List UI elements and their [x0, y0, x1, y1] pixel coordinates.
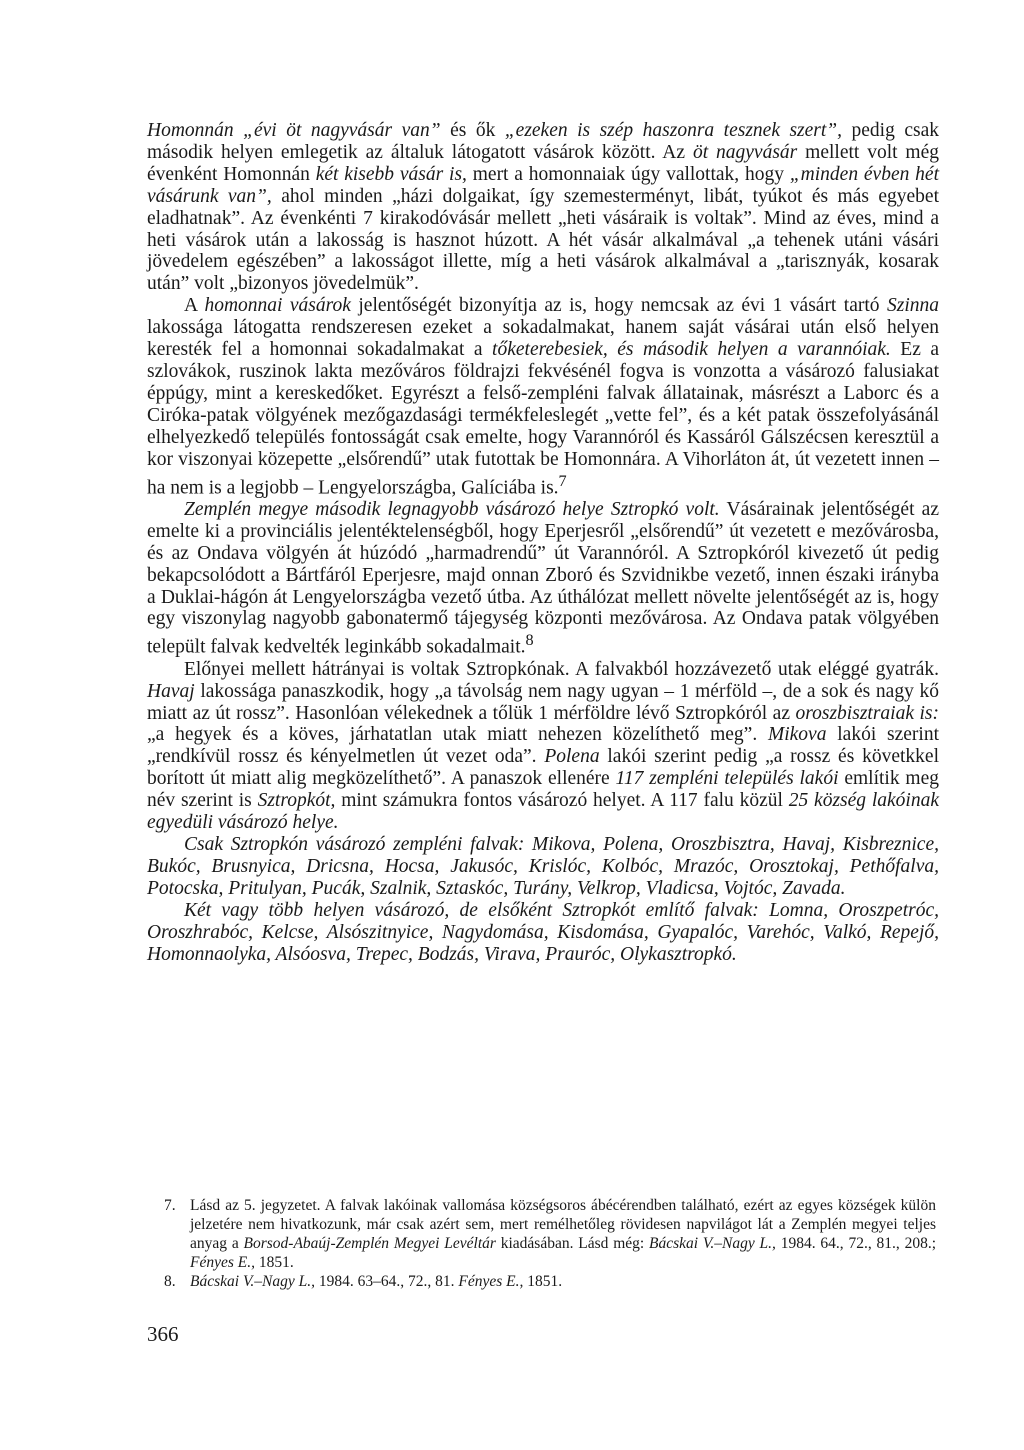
italic-run: Fényes E.,	[190, 1254, 255, 1271]
italic-run: két kisebb vásár is,	[315, 163, 467, 185]
footnotes	[164, 1196, 936, 1291]
text-run: Lásd az 5. jegyzetet. A falvak lakóinak vallomása községsoros ábécérendben található, ezért az egyes községek külön jelzetére nem hivatkozunk, már csak azért sem, mert remélhetőleg rövidesen napvilágot lát a Zemplén megyei teljes anyag a	[190, 1197, 936, 1252]
italic-run: Havaj	[147, 680, 195, 702]
italic-run: Zemplén megye második legnagyobb vásározó helye Sztropkó volt.	[184, 498, 720, 520]
paragraph	[147, 295, 939, 499]
italic-run: Szinna	[886, 295, 939, 317]
text-run: jelentőségét bizonyítja az is, hogy nemcsak az évi 1 vásárt tartó	[350, 295, 887, 317]
text-run: mellett volt még évenként Homonnán	[147, 141, 940, 185]
text-run: és ők	[440, 120, 505, 141]
italic-run: oroszbisztraiak is:	[795, 702, 940, 724]
text-run: 1851.	[254, 1254, 294, 1271]
text-run: lakossága látogatta rendszeresen ezeket a sokadalmakat, hanem saját vásárai után első helyen keresték fel a homonnai sokadalmakat a	[147, 317, 939, 361]
text-run: lakossága panaszkodik, hogy „a távolság nem nagy ugyan – 1 mérföld –, de a sok és nagy kő miatt az út rossz”. Hasonlóan vélekednek a tőlük 1 mérföldre lévő Sztropkóról az	[147, 680, 939, 724]
text-run: Vásárainak jelentőségét az emelte ki a provinciális jelentéktelenségből, hogy Eperjesről „elsőrendű” út vezetett e mezővárosba, és az Ondava völgyén át húzódó „harmadrendű” út Varannóról. A Sztropkóról kivezető út pedig bekapcsolódott a Bártfáról Eperjesre, majd onnan Zboró és Szvidnikbe vezető, innen északi irányba a Duklai-hágón át Lengyelországba vezető útba. Az úthálózat mellett növelte jelentőségét az is, hogy egy viszonylag nagyobb gabonatermő tájegység központi mezővárosa. Az Ondava patak völgyében települt falvak kedvelték leginkább sokadalmait.	[147, 498, 939, 658]
italic-run: öt nagyvásár	[692, 141, 798, 163]
text-run: pedig csak második helyen emlegetik az általuk látogatott vásárok között. Az	[147, 120, 939, 163]
italic-run: „minden évben hét vásárunk van”,	[147, 163, 939, 207]
italic-run: homonnai vásárok	[204, 295, 351, 317]
italic-run: Bácskai V.–Nagy L.,	[649, 1235, 776, 1252]
italic-run: „ezeken is szép haszonra tesznek szert”,	[504, 120, 843, 141]
paragraph	[147, 659, 939, 834]
text-run: Előnyei mellett hátrányai is voltak Sztropkónak. A falvakból hozzávezető utak eléggé gyatrák.	[184, 658, 939, 680]
footnote-ref: 7	[558, 471, 567, 490]
text-run: lakói szerint pedig „a rossz és követkkel borított út miatt alig megközelíthető”. A panaszok ellenére	[147, 746, 939, 790]
text-run: 1851.	[523, 1273, 563, 1290]
text-run: kiadásában. Lásd még:	[495, 1235, 650, 1252]
footnote-ref: 8	[525, 631, 534, 650]
paragraph	[147, 120, 939, 295]
paragraph	[147, 834, 939, 900]
text-run: lakói szerint „rendkívül rossz és kényelmetlen út vezet oda”.	[147, 724, 939, 768]
text-run: Ez a szlovákok, ruszinok lakta mezőváros földrajzi fekvésénél fogva is vonzotta a vásározó falusiakat éppúgy, mint a kereskedőket. Egyrészt a felső-zempléni falvak állatainak, másrészt a Laborc és a Ciróka-patak völgyének mezőgazdasági termékfeleslegét „vette fel”, és a két patak összefolyásánál elhelyezkedő település fontosságát csak emelte, hogy Varannóról és Kassáról Gálszécsen keresztül a kor viszonyai közepette „elsőrendű” utak futottak be Homonnára. A Vihorláton át, út vezetett innen – ha nem is a legjobb – Lengyelországba, Galíciába is.	[147, 339, 940, 498]
text-run: A	[184, 295, 205, 317]
paragraph	[147, 900, 939, 966]
italic-run: 117 zempléni település lakói	[615, 768, 839, 790]
italic-run: Csak Sztropkón vásározó zempléni falvak: Mikova, Polena, Oroszbisztra, Havaj, Kisbreznice, Bukóc, Brusnyica, Dricsna, Hocsa, Jakusóc, Krislóc, Kolbóc, Mrazóc, Orosztokaj, Pethőfalva, Potocska, Pritulyan, Pucák, Szalnik, Sztaskóc, Turány, Velkrop, Vladicsa, Vojtóc, Zavada.	[147, 834, 939, 899]
text-run: ahol minden „házi dolgaikat, így szemesterményt, libát, tyúkot és más egyebet eladhatnak”. Az évenkénti 7 kirakodóvásár mellett „heti vásáraik is voltak”. Mind az éves, mind a heti vásárok után a lakosság is hasznot húzott. A hét vásár alkalmával „a tehenek utáni vásári jövedelem egészében” a lakosságot illette, míg a heti vásárok alkalmával a „tarisznyák, kosarak után” volt „bizonyos jövedelmük”.	[147, 185, 939, 295]
italic-run: Sztropkót,	[257, 790, 336, 812]
text-run: 1984. 63–64., 72., 81.	[315, 1273, 459, 1290]
footnote-number: 7.	[164, 1197, 176, 1214]
footnote-body	[190, 1196, 936, 1272]
footnote	[164, 1196, 936, 1272]
italic-run: Fényes E.,	[458, 1273, 524, 1290]
italic-run: 25 község lakóinak egyedüli vásározó helye.	[147, 790, 940, 834]
italic-run: Homonnán „évi öt nagyvásár van”	[147, 120, 441, 141]
italic-run: tőketerebesiek, és második helyen a varannóiak.	[492, 339, 891, 361]
text-run: 1984. 64., 72., 81., 208.;	[775, 1235, 937, 1252]
page-number: 366	[147, 1322, 179, 1346]
italic-run: Borsod-Abaúj-Zemplén Megyei Levéltár	[243, 1235, 496, 1252]
footnote-number: 8.	[164, 1273, 176, 1290]
main-text	[147, 120, 939, 965]
italic-run: Bácskai V.–Nagy L.,	[190, 1273, 315, 1290]
italic-run: Polena	[544, 746, 600, 768]
paragraph	[147, 499, 939, 659]
footnote	[164, 1272, 936, 1291]
text-run: említik meg név szerint is	[147, 768, 939, 812]
text-run: mint számukra fontos vásározó helyet. A 117 falu közül	[335, 790, 789, 812]
italic-run: Mikova	[767, 724, 827, 746]
text-run: mert a homonnaiak úgy vallottak, hogy	[466, 163, 790, 185]
footnote-body	[190, 1272, 936, 1291]
text-run: „a hegyek és a köves, járhatatlan utak miatt nehezen közelíthető meg”.	[147, 724, 768, 746]
italic-run: Két vagy több helyen vásározó, de elsőként Sztropkót említő falvak: Lomna, Oroszpetróc, Oroszhrabóc, Kelcse, Alsószitnyice, Nagydomása, Kisdomása, Gyapalóc, Varehóc, Valkó, Repejő, Homonnaolyka, Alsóosva, Trepec, Bodzás, Virava, Prauróc, Olykasztropkó.	[147, 899, 939, 965]
